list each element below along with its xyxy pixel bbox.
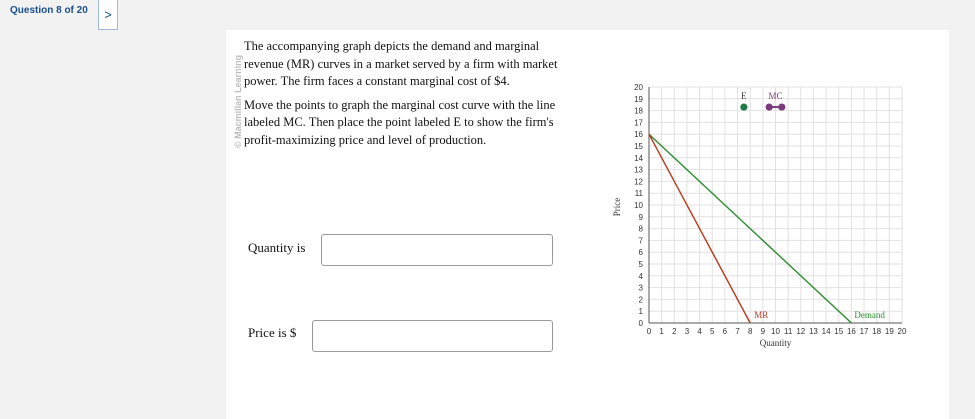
y-tick-label: 16 bbox=[634, 130, 643, 140]
mc-line-label: MC bbox=[768, 91, 783, 102]
y-tick-label: 18 bbox=[634, 106, 643, 116]
x-tick-label: 5 bbox=[710, 327, 715, 336]
y-tick-label: 2 bbox=[638, 295, 643, 305]
price-label: Price is $ bbox=[248, 325, 297, 340]
x-tick-label: 9 bbox=[760, 327, 766, 336]
x-tick-label: 2 bbox=[672, 327, 677, 336]
x-tick-label: 4 bbox=[697, 327, 702, 336]
supply-demand-graph[interactable] bbox=[610, 78, 920, 363]
x-tick-label: 18 bbox=[872, 327, 882, 336]
y-tick-label: 3 bbox=[638, 283, 643, 293]
demand-curve-label: Demand bbox=[854, 310, 885, 320]
mc-point-left-handle[interactable] bbox=[766, 103, 773, 110]
mc-point-right-handle[interactable] bbox=[778, 103, 785, 110]
x-tick-label: 3 bbox=[684, 327, 690, 336]
x-tick-label: 10 bbox=[771, 327, 780, 336]
y-tick-label: 8 bbox=[638, 224, 643, 234]
x-tick-label: 7 bbox=[735, 327, 740, 336]
x-axis-title: Quantity bbox=[759, 338, 792, 348]
chevron-right-icon: > bbox=[104, 7, 112, 22]
y-tick-label: 14 bbox=[634, 153, 643, 163]
y-tick-label: 7 bbox=[638, 236, 643, 246]
question-counter: Question 8 of 20 bbox=[10, 5, 88, 16]
point-e-handle[interactable] bbox=[740, 103, 747, 110]
price-input[interactable] bbox=[312, 320, 553, 352]
x-tick-label: 19 bbox=[884, 327, 894, 336]
y-tick-label: 10 bbox=[634, 201, 643, 210]
y-axis-title: Price bbox=[612, 197, 622, 217]
y-tick-label: 6 bbox=[638, 248, 643, 258]
y-tick-label: 15 bbox=[634, 142, 643, 151]
y-tick-label: 11 bbox=[634, 189, 643, 199]
copyright-watermark: © Macmillan Learning bbox=[233, 54, 243, 148]
y-tick-label: 9 bbox=[638, 212, 643, 222]
x-tick-label: 12 bbox=[796, 327, 806, 336]
x-tick-label: 8 bbox=[747, 327, 753, 336]
y-tick-label: 1 bbox=[638, 307, 643, 317]
mr-curve-label: MR bbox=[754, 310, 769, 320]
top-bar bbox=[0, 0, 975, 30]
y-tick-label: 0 bbox=[638, 319, 643, 328]
x-tick-label: 17 bbox=[859, 327, 869, 336]
quantity-label: Quantity is bbox=[248, 240, 306, 255]
x-tick-label: 16 bbox=[846, 327, 856, 336]
quantity-input[interactable] bbox=[321, 234, 553, 266]
x-tick-label: 11 bbox=[783, 327, 793, 336]
prompt-paragraph-2: Move the points to graph the marginal cost curve with the line labeled MC. Then place the point labeled E to show the firm's profit-maximizing price and level of production. bbox=[244, 97, 556, 147]
y-tick-label: 4 bbox=[638, 271, 643, 281]
y-tick-label: 12 bbox=[634, 177, 643, 187]
y-tick-label: 19 bbox=[634, 94, 643, 104]
x-tick-label: 15 bbox=[834, 327, 844, 336]
x-tick-label: 13 bbox=[808, 327, 818, 336]
prompt-paragraph-1: The accompanying graph depicts the demand and marginal revenue (MR) curves in a market served by a firm with market power. The firm faces a constant marginal cost of $4. bbox=[244, 39, 558, 88]
x-tick-label: 14 bbox=[821, 327, 831, 336]
y-tick-label: 13 bbox=[634, 165, 643, 175]
y-tick-label: 5 bbox=[638, 260, 643, 269]
x-tick-label: 1 bbox=[659, 327, 664, 336]
x-tick-label: 6 bbox=[722, 327, 728, 336]
y-tick-label: 17 bbox=[634, 118, 643, 128]
point-e-label: E bbox=[741, 91, 747, 102]
x-tick-label: 20 bbox=[897, 327, 907, 336]
y-tick-label: 20 bbox=[634, 83, 643, 92]
x-tick-label: 0 bbox=[646, 327, 652, 336]
next-question-button[interactable] bbox=[98, 0, 118, 30]
question-prompt bbox=[244, 38, 566, 155]
